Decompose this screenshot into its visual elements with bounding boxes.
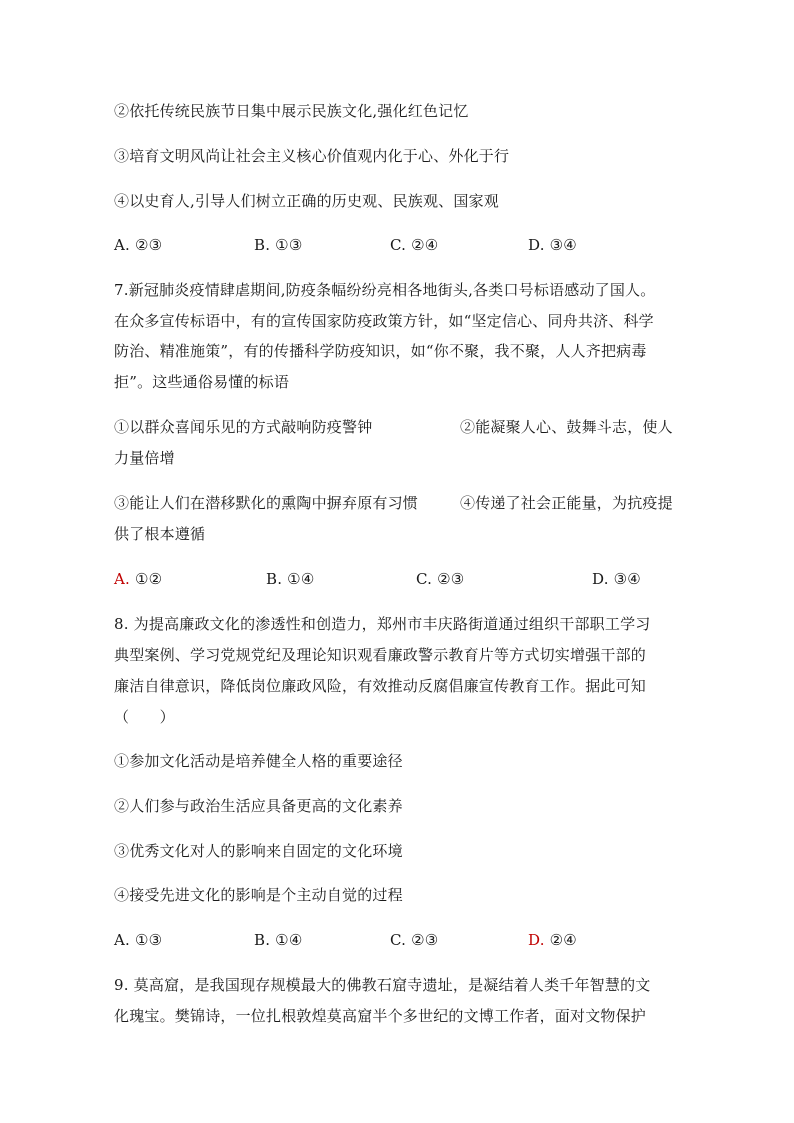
q6-option-c: C. ②④ xyxy=(390,236,439,254)
q6-option-b: B. ①③ xyxy=(254,236,303,254)
q7-statement-4: ④传递了社会正能量，为抗疫提 xyxy=(460,494,673,512)
q7-answer-mark: A. xyxy=(114,570,131,588)
q7-stem-line-1: 7.新冠肺炎疫情肆虐期间,防疫条幅纷纷亮相各地街头,各类口号标语感动了国人。 xyxy=(114,281,656,299)
q8-options xyxy=(114,929,684,951)
q6-option-a: A. ②③ xyxy=(114,236,163,254)
q8-answer-mark: D. xyxy=(528,931,545,949)
q9-stem-line-2: 化瑰宝。樊锦诗，一位扎根敦煌莫高窟半个多世纪的文博工作者，面对文物保护 xyxy=(114,1007,647,1025)
q7-option-b: B. ①④ xyxy=(266,570,315,588)
q6-statement-4: ④以史育人,引导人们树立正确的历史观、民族观、国家观 xyxy=(114,192,499,210)
q7-statement-2-cont: 力量倍增 xyxy=(114,449,175,467)
q8-statement-3: ③优秀文化对人的影响来自固定的文化环境 xyxy=(114,842,403,860)
q7-statement-4-cont: 供了根本遵循 xyxy=(114,525,206,543)
q8-stem-line-3: 廉洁自律意识，降低岗位廉政风险，有效推动反腐倡廉宣传教育工作。据此可知 xyxy=(114,677,647,695)
q8-statement-2: ②人们参与政治生活应具备更高的文化素养 xyxy=(114,797,403,815)
q8-option-d: D. ②④ xyxy=(528,931,577,949)
q7-stem-line-3: 防治、精准施策”，有的传播科学防疫知识，如“你不聚，我不聚，人人齐把病毒 xyxy=(114,342,647,360)
q7-statement-2: ②能凝聚人心、鼓舞斗志，使人 xyxy=(460,418,673,436)
q7-option-c: C. ②③ xyxy=(416,570,465,588)
q8-statement-4: ④接受先进文化的影响是个主动自觉的过程 xyxy=(114,886,403,904)
q6-option-d: D. ③④ xyxy=(528,236,577,254)
q9-stem-line-1: 9. 莫高窟，是我国现存规模最大的佛教石窟寺遗址，是凝结着人类千年智慧的文 xyxy=(114,976,651,994)
q7-options xyxy=(114,568,684,590)
q6-statement-3: ③培育文明风尚让社会主义核心价值观内化于心、外化于行 xyxy=(114,147,510,165)
q8-answer-blank: （ ） xyxy=(114,708,175,726)
q7-statement-3: ③能让人们在潜移默化的熏陶中摒弃原有习惯 xyxy=(114,494,419,512)
q6-statement-2: ②依托传统民族节日集中展示民族文化,强化红色记忆 xyxy=(114,102,469,120)
q7-statement-1: ①以群众喜闻乐见的方式敲响防疫警钟 xyxy=(114,418,373,436)
q8-statement-1: ①参加文化活动是培养健全人格的重要途径 xyxy=(114,752,403,770)
q8-option-b: B. ①④ xyxy=(254,931,303,949)
q7-statements-row-2 xyxy=(114,492,684,514)
q8-stem-line-2: 典型案例、学习党规党纪及理论知识观看廉政警示教育片等方式切实增强干部的 xyxy=(114,646,647,664)
q6-options xyxy=(114,234,684,256)
q7-statements-row-1 xyxy=(114,416,684,438)
q7-stem-line-2: 在众多宣传标语中，有的宣传国家防疫政策方针，如“坚定信心、同舟共济、科学 xyxy=(114,312,654,330)
q7-stem-line-4: 拒”。这些通俗易懂的标语 xyxy=(114,373,290,391)
q8-stem-line-1: 8. 为提高廉政文化的渗透性和创造力，郑州市丰庆路街道通过组织干部职工学习 xyxy=(114,615,651,633)
q7-option-d: D. ③④ xyxy=(592,570,641,588)
q8-option-c: C. ②③ xyxy=(390,931,439,949)
q7-option-a: A. ①② xyxy=(114,570,163,588)
q8-option-a: A. ①③ xyxy=(114,931,163,949)
